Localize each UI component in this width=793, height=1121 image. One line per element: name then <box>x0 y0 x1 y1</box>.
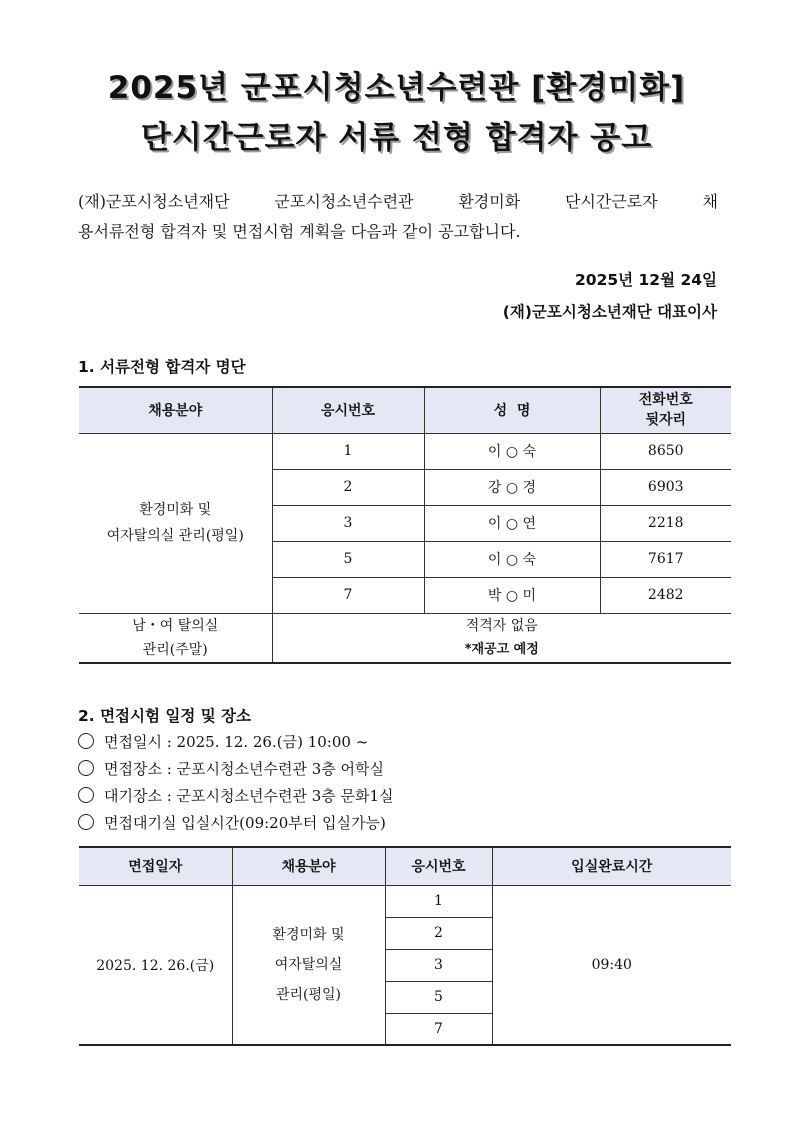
header-phone <box>600 387 731 433</box>
applicant-phone: 7617 <box>600 541 731 577</box>
applicant-name: 이 ○ 숙 <box>424 433 600 469</box>
interview-schedule-table <box>79 846 731 1046</box>
applicant-number: 7 <box>272 577 424 613</box>
weekend-field-cell <box>79 613 272 663</box>
header-name: 성 명 <box>424 387 600 433</box>
applicant-number: 2 <box>272 469 424 505</box>
bullet-text: 면접일시 : 2025. 12. 26.(금) 10:00 ~ <box>104 733 369 751</box>
interview-datetime-item <box>78 729 368 755</box>
reannouncement-note: *재공고 예정 <box>464 641 539 657</box>
applicant-name: 이 ○ 숙 <box>424 541 600 577</box>
applicant-table <box>79 386 731 664</box>
header-field: 채용분야 <box>232 847 385 885</box>
bullet-text: 대기장소 : 군포시청소년수련관 3층 문화1실 <box>104 787 394 805</box>
interview-field-cell <box>232 885 385 1045</box>
announcement-date: 2025년 12월 24일 <box>575 271 717 289</box>
bullet-text: 면접대기실 입실시간(09:20부터 입실가능) <box>104 814 386 832</box>
interview-number: 7 <box>385 1013 492 1045</box>
interview-field-line2: 여자탈의실 <box>274 956 343 973</box>
header-entry-time: 입실완료시간 <box>492 847 731 885</box>
entry-complete-time: 09:40 <box>492 885 731 1045</box>
header-phone-line1: 전화번호 <box>638 392 693 409</box>
interview-date: 2025. 12. 26.(금) <box>79 885 232 1045</box>
header-date: 면접일자 <box>79 847 232 885</box>
applicant-number: 5 <box>272 541 424 577</box>
section1-heading: 1. 서류전형 합격자 명단 <box>78 358 246 376</box>
interview-number: 3 <box>385 949 492 981</box>
field-line1: 환경미화 및 <box>139 502 212 518</box>
applicant-phone: 2218 <box>600 505 731 541</box>
interview-number: 1 <box>385 885 492 917</box>
header-phone-line2: 뒷자리 <box>645 412 687 429</box>
applicant-name: 강 ○ 경 <box>424 469 600 505</box>
page-title-line2: 단시간근로자 서류 전형 합격자 공고 <box>140 120 653 156</box>
applicant-number: 1 <box>272 433 424 469</box>
intro-paragraph <box>78 187 718 247</box>
interview-number: 5 <box>385 981 492 1013</box>
weekend-result: 적격자 없음 <box>465 617 538 634</box>
weekend-result-cell <box>272 613 731 663</box>
applicant-phone: 2482 <box>600 577 731 613</box>
weekend-field-line1: 남・여 탈의실 <box>132 617 219 634</box>
circle-bullet-icon <box>78 814 94 830</box>
interview-field-line1: 환경미화 및 <box>272 926 345 943</box>
header-number: 응시번호 <box>385 847 492 885</box>
waiting-location-item <box>78 783 394 809</box>
table-row <box>79 433 731 469</box>
table-header-row <box>79 387 731 433</box>
field-line2: 여자탈의실 관리(평일) <box>106 528 244 544</box>
interview-location-item <box>78 756 384 782</box>
applicant-number: 3 <box>272 505 424 541</box>
circle-bullet-icon <box>78 760 94 776</box>
section2-heading: 2. 면접시험 일정 및 장소 <box>78 707 252 725</box>
issuer: (재)군포시청소년재단 대표이사 <box>502 303 717 321</box>
weekend-field-line2: 관리(주말) <box>142 641 208 658</box>
applicant-name: 박 ○ 미 <box>424 577 600 613</box>
circle-bullet-icon <box>78 787 94 803</box>
header-field: 채용분야 <box>79 387 272 433</box>
table-row-weekend <box>79 613 731 663</box>
circle-bullet-icon <box>78 733 94 749</box>
applicant-phone: 8650 <box>600 433 731 469</box>
entry-time-item <box>78 810 386 836</box>
table-row <box>79 885 731 917</box>
table-header-row <box>79 847 731 885</box>
interview-field-line3: 관리(평일) <box>275 986 342 1003</box>
interview-number: 2 <box>385 917 492 949</box>
page-title-line1: 2025년 군포시청소년수련관 [환경미화] <box>107 70 686 106</box>
intro-line1: (재)군포시청소년재단 군포시청소년수련관 환경미화 단시간근로자 채 <box>78 192 718 211</box>
applicant-phone: 6903 <box>600 469 731 505</box>
field-cell <box>79 433 272 613</box>
intro-line2: 용서류전형 합격자 및 면접시험 계획을 다음과 같이 공고합니다. <box>78 222 521 241</box>
applicant-name: 이 ○ 연 <box>424 505 600 541</box>
bullet-text: 면접장소 : 군포시청소년수련관 3층 어학실 <box>104 760 385 778</box>
header-number: 응시번호 <box>272 387 424 433</box>
